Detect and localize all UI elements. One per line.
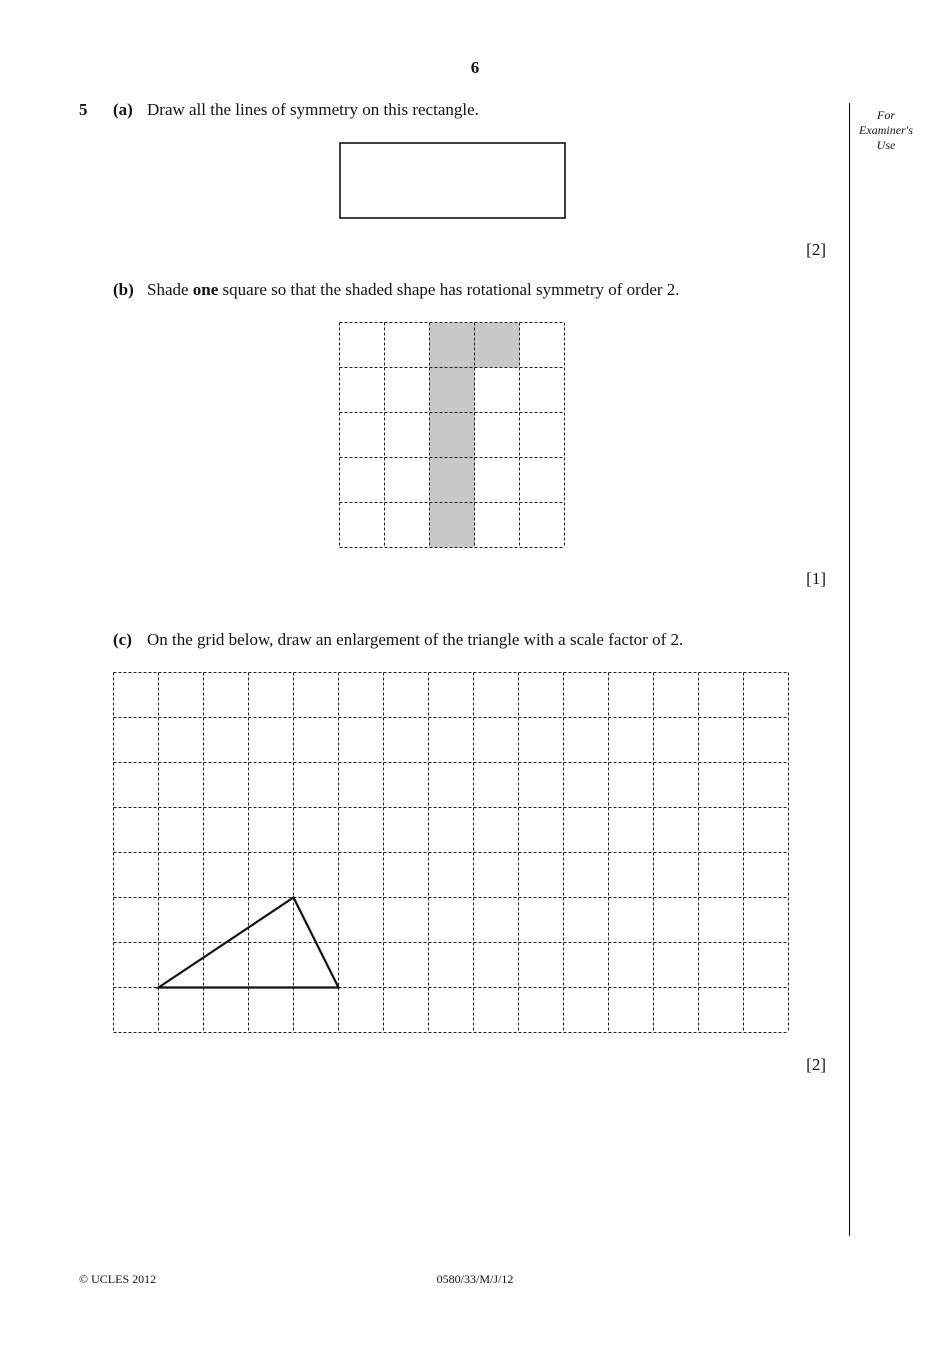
part-b-marks: [1] (806, 569, 826, 588)
footer-paper-code: 0580/33/M/J/12 (436, 1272, 514, 1286)
shaded-square (430, 413, 475, 458)
examiner-note-line-1: For (877, 108, 895, 122)
part-b-text (147, 280, 680, 300)
part-c-text: On the grid below, draw an enlargement of the triangle with a scale factor of 2. (147, 630, 684, 649)
examiner-use-note (852, 108, 920, 153)
part-b-label: (b) (113, 280, 134, 299)
part-a-marks: [2] (806, 240, 826, 259)
question-number: 5 (79, 100, 88, 119)
shaded-square (475, 323, 520, 368)
examiner-margin-line (849, 103, 850, 1236)
part-c-label: (c) (113, 630, 132, 649)
footer-copyright: © UCLES 2012 (79, 1272, 157, 1286)
part-b-text-bold: one (192, 280, 219, 299)
part-a-text: Draw all the lines of symmetry on this rectangle. (147, 100, 479, 119)
page-number: 6 (470, 58, 480, 77)
shaded-square (430, 323, 475, 368)
rectangle-shape (339, 142, 567, 220)
part-b-text-end: square so that the shaded shape has rotational symmetry of order 2. (218, 280, 680, 299)
part-c-marks: [2] (806, 1055, 826, 1074)
part-a-label: (a) (113, 100, 133, 119)
part-b-text-start: Shade (147, 280, 193, 299)
examiner-note-line-2: Examiner's (859, 123, 913, 137)
shaded-square (430, 458, 475, 503)
shaded-square (430, 368, 475, 413)
examiner-note-line-3: Use (876, 138, 896, 152)
rotation-grid[interactable] (339, 322, 567, 550)
shaded-square (430, 503, 475, 548)
enlargement-grid[interactable] (113, 672, 793, 1036)
